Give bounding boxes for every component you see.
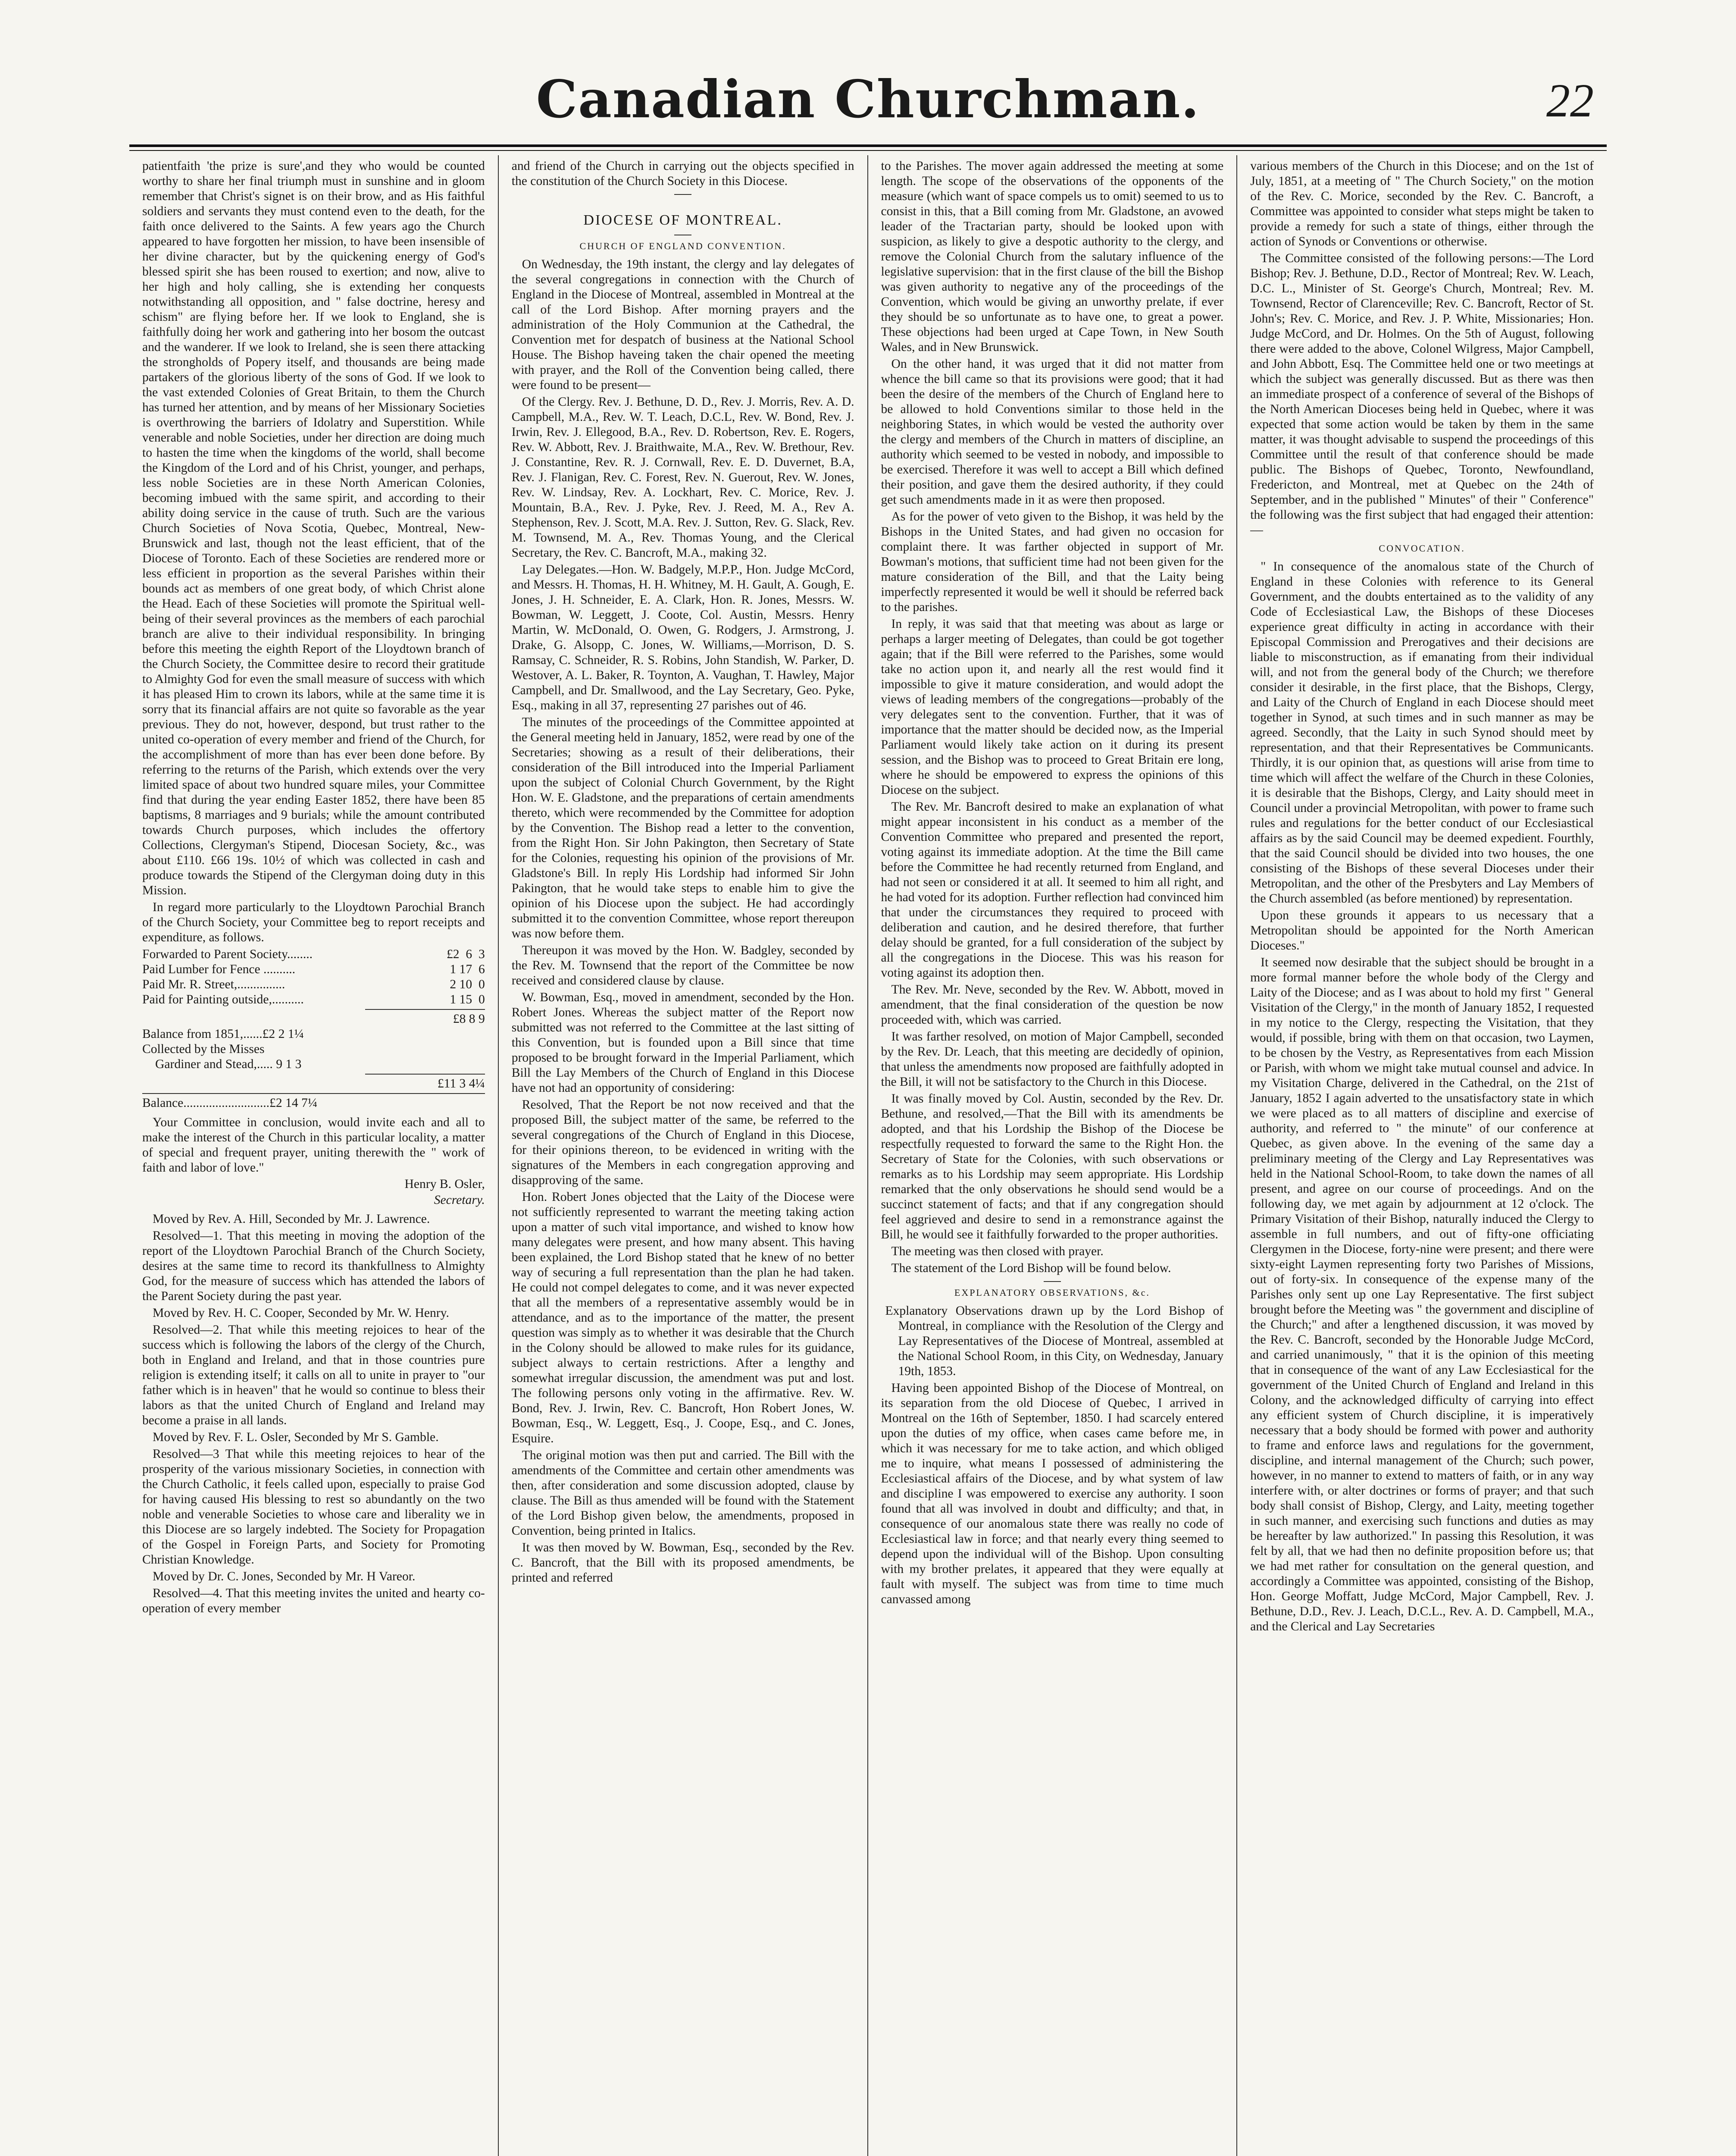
col3-para: to the Parishes. The mover again addressed the meeting at some length. The scope of the observations of the opponents of the measure (which want of space compels us to omit) seemed to us to consist in this, that a Bill coming from Mr. Gladstone, an avowed leader of the Tractarian party, should be looked upon with suspicion, as likely to give a despotic authority to the clergy, and remove the Colonial Church from the salutary influence of the legislative supervision: that in the first clause of the bill the Bishop was given authority to negative any of the proceedings of the Convention, which would be giving an unworthy prelate, if ever they should be so unfortunate as to have one, to great a power. These objections had been urged at Cape Town, in New South Wales, and in New Brunswick.: [881, 159, 1224, 354]
col1-motion: Moved by Dr. C. Jones, Seconded by Mr. H Vareor.: [153, 1570, 416, 1583]
col1-motion: Resolved—2. That while this meeting rejoices to hear of the success which is following the labors of the clergy of the Church, both in England and Ireland, and that in those countries pure religion is extending itself; it calls on all to unite in prayer to "our father which is in heaven" that he would so continue to bless their labors as that the united Church of England and Ireland may become a praise in all lands.: [142, 1323, 485, 1427]
col3-para: On the other hand, it was urged that it did not matter from whence the bill came so that its provisions were good; that it had been the desire of the members of the Church of England here to be allowed to hold Conventions similar to those held in the neighboring States, in which would be vested the authority over the clergy and members of the Church in matters of discipline, an authority which seemed to be vested in nobody, and impossible to be exercised. Therefore it was well to accept a Bill which defined their position, and gave them the desired authority, if they could get such amendments made in it as were then proposed.: [881, 357, 1224, 507]
account-label: Paid Lumber for Fence ..........: [142, 962, 296, 976]
col1-conclusion: Your Committee in conclusion, would invite each and all to make the interest of the Church in this particular locality, a matter of special and frequent prayer, uniting therewith the " work of faith and labor of love.": [142, 1116, 485, 1175]
collected-names: Gardiner and Stead,..... 9 1 3: [155, 1057, 302, 1071]
newspaper-title: Canadian Churchman.: [536, 69, 1200, 130]
balance-from: Balance from 1851,......£2 2 1¼: [142, 1027, 304, 1041]
col2-para: Hon. Robert Jones objected that the Laity of the Diocese were not sufficiently represented to warrant the meeting taking action upon a matter of such vital importance, and wished to know how many delegates were present, and how many absent. This having been explained, the Lord Bishop stated that he knew of no better way of securing a full representation than the plan he had taken. He could not compel delegates to come, and it was never expected that all the members of a representative assembly would be in attendance, and as to the importance of the matter, the present question was simply as to whether it was desirable that the Church in the Colony should be allowed to make rules for its guidance, subject always to certain restrictions. After a lengthy and somewhat irregular discussion, the amendment was put and lost. The following persons only voting in the affirmative. Rev. W. Bond, Rev. J. Irwin, Rev. C. Bancroft, Hon Robert Jones, W. Bowman, Esq., W. Leggett, Esq., J. Coope, Esq., and C. Jones, Esquire.: [511, 1190, 854, 1445]
section-subheading: CONVOCATION.: [1379, 543, 1465, 554]
signer-name: Henry B. Osler,: [404, 1177, 485, 1191]
account-label: Paid for Painting outside,..........: [142, 993, 304, 1006]
masthead-rule-thick: [129, 144, 1607, 147]
account-amount: £2 6 3: [446, 947, 485, 961]
col1-para-2: In regard more particularly to the Lloydtown Parochial Branch of the Church Society, your Committee beg to report receipts and expenditure, as follows.: [142, 900, 485, 944]
account-table: [142, 947, 485, 1111]
col4-para: The Committee consisted of the following persons:—The Lord Bishop; Rev. J. Bethune, D.D., Rector of Montreal; Rev. W. Leach, D.C. L., Minister of St. George's Church, Montreal; Rev. M. Townsend, Rector of Clarenceville; Rev. C. Bancroft, Rector of St. John's; Rev. C. Morice, and Rev. J. P. White, Missionaries; Hon. Judge McCord, and Dr. Holmes. On the 5th of August, following there were added to the above, Colonel Wilgress, Major Campbell, and John Abbott, Esq. The Committee held one or two meetings at which the subject was generally discussed. But as there was then an immediate prospect of a conference of several of the Bishops of the North American Dioceses being held in Quebec, where it was expected that some action would be taken by them in the same matter, it was thought advisable to suspend the proceedings of this Committee until the result of that conference should be made public. The Bishops of Quebec, Toronto, Newfoundland, Fredericton, and Montreal, met at Quebec on the 24th of September, and in the published " Minutes" of their " Conference" the following was the first subject that had engaged their attention:—: [1250, 251, 1594, 537]
col2-para: W. Bowman, Esq., moved in amendment, seconded by the Hon. Robert Jones. Whereas the subject matter of the Report now submitted was not referred to the Committee at the last sitting of this Convention, but is founded upon a Bill since that time proposed to be brought forward in the Imperial Parliament, which Bill the Lay Members of the Church of England in this Diocese have not had an opportunity of considering:: [511, 990, 854, 1095]
collected-by: Collected by the Misses: [142, 1042, 265, 1056]
collected-total: £11 3 4¼: [437, 1077, 485, 1091]
col1-motion: Moved by Rev. F. L. Osler, Seconded by Mr S. Gamble.: [153, 1430, 439, 1444]
account-row: [142, 992, 485, 1007]
col3-para: The meeting was then closed with prayer.: [891, 1244, 1104, 1258]
masthead-rule-thin: [129, 150, 1607, 151]
section-subheading: CHURCH OF ENGLAND CONVENTION.: [579, 241, 786, 251]
col3-para: Having been appointed Bishop of the Diocese of Montreal, on its separation from the old Diocese of Quebec, I arrived in Montreal on the 16th of September, 1850. I had scarcely entered upon the duties of my office, when cases came before me, in which it was necessary for me to take action, and which obliged me to inquire, what means I possessed of administering the Ecclesiastical affairs of the Diocese, and by what system of law and discipline I was empowered to exercise any authority. I soon found that all was involved in doubt and difficulty; and that, in consequence of our anomalous state there was really no code of Ecclesiastical law in force; and that nearly every thing seemed to depend upon the individual will of the Bishop. Upon consulting with my brother prelates, it appeared that they were equally at fault with myself. The subject was from time to time much canvassed among: [881, 1381, 1224, 1606]
account-row: [142, 977, 485, 992]
col2-para: Lay Delegates.—Hon. W. Badgely, M.P.P., Hon. Judge McCord, and Messrs. H. Thomas, H. H. Whitney, M. H. Gault, A. Gough, E. Jones, J. H. Schneider, E. A. Clark, Hon. R. Jones, Messrs. W. Bowman, W. Leggett, J. Coote, Col. Austin, Messrs. Henry Martin, W. McDonald, O. Owen, G. Rodgers, J. Armstrong, J. Drake, G. Alsopp, C. Jones, W. Williams,—Morrison, D. S. Ramsay, C. Schneider, R. S. Robins, John Standish, W. Parker, D. Westover, A. L. Baker, R. Toynton, A. Vaughan, T. Hawley, Major Campbell, and Dr. Smallwood, and the Lay Secretary, Geo. Pyke, Esq., making in all 37, representing 27 parishes out of 46.: [511, 563, 854, 712]
columns: [129, 155, 1607, 2156]
account-amount: 2 10 0: [450, 978, 485, 991]
section-divider: [674, 194, 691, 195]
column-3: [868, 155, 1238, 2156]
col1-motion: Resolved—1. That this meeting in moving the adoption of the report of the Lloydtown Parochial Branch of the Church Society, desires at the same time to record its thankfullness to Almighty God, for the measure of success which has attended the labors of the Parent Society during the past year.: [142, 1229, 485, 1303]
col2-para: On Wednesday, the 19th instant, the clergy and lay delegates of the several congregations in connection with the Church of England in the Diocese of Montreal, assembled in Montreal at the call of the Lord Bishop. After morning prayers and the administration of the Holy Communion at the Cathedral, the Convention met for despatch of business at the National School House. The Bishop haveing taken the chair opened the meeting with prayer, and the Roll of the Convention being called, there were found to be present—: [511, 257, 854, 392]
section-divider: [1044, 1281, 1061, 1282]
section-subheading: EXPLANATORY OBSERVATIONS, &c.: [954, 1287, 1150, 1298]
column-4: [1237, 155, 1607, 2156]
col1-motion: Resolved—3 That while this meeting rejoices to hear of the prosperity of the various missionary Societies, in connection with the Church Catholic, it feels called upon, especially to praise God for having caused His blessing to rest so abundantly on the two noble and venerable Societies to whose care and liberality we in this Diocese are so largely indebted. The Society for Propagation of the Gospel in Foreign Parts, and Society for Promoting Christian Knowledge.: [142, 1447, 485, 1567]
col2-para: The minutes of the proceedings of the Committee appointed at the General meeting held in January, 1852, were read by one of the Secretaries; showing as a result of their deliberations, their consideration of the Bill introduced into the Imperial Parliament upon the subject of Colonial Church Government, by the Right Hon. W. E. Gladstone, and the preparations of certain amendments thereto, which were recommended by the Committee for adoption by the Convention. The Bishop read a letter to the convention, from the Right Hon. Sir John Pakington, then Secretary of State for the Colonies, requesting his opinion of the provisions of Mr. Gladstone's Bill. In reply His Lordship had informed Sir John Pakington, that he would take steps to enable him to give the opinion of his Diocese upon the subject. He had accordingly submitted it to the convention Committee, whose report thereupon was now before them.: [511, 715, 854, 940]
col1-motion: Moved by Rev. A. Hill, Seconded by Mr. J. Lawrence.: [153, 1212, 430, 1226]
account-row: [142, 947, 485, 962]
account-amount: 1 15 0: [450, 993, 485, 1006]
col4-para: " In consequence of the anomalous state of the Church of England in these Colonies with reference to its General Government, and the doubts entertained as to the validity of any Code of Ecclesiastical Law, the Bishops of these Dioceses experience great difficulty in acting in accordance with their Episcopal Commission and Prerogatives and their decisions are liable to misconstruction, as if emanating from their individual will, and not from the general body of the Church; we therefore consider it desirable, in the first place, that the Bishops, Clergy, and Laity of the Church of England in each Diocese should meet together in Synod, at such times and in such manner as may be agreed. Secondly, that the Laity in such Synod should meet by representation, and that their Representatives be Communicants. Thirdly, it is our opinion that, as questions will arise from time to time which will affect the welfare of the Church in these Colonies, it is desirable that the Bishops, Clergy, and Laity should meet in Council under a provincial Metropolitan, with power to frame such rules and regulations for the better conduct of our Ecclesiastical affairs as by the said Council may be deemed expedient. Fourthly, that the said Council should be divided into two houses, the one consisting of the Bishops of these several Dioceses under their Metropolitan, and the other of the Presbyters and Lay Members of the Church assembled (as before mentioned) by representation.: [1250, 560, 1594, 906]
page-number: 22: [1546, 74, 1594, 127]
signer-title: Secretary.: [434, 1193, 485, 1207]
col3-para: The Rev. Mr. Bancroft desired to make an explanation of what might appear inconsistent in his conduct as a member of the Convention Committee who prepared and presented the report, voting against its immediate adoption. At the time the Bill came before the Committee he had recently returned from England, and had not seen or considered it at all. It seemed to him all right, and he had voted for its adoption. Further reflection had convinced him that under the circumstances they required to proceed with deliberation and caution, and he desired therefore, that further delay should be granted, for a full consideration of the subject by all the congregations in the Diocese. This was his reason for voting against its adoption then.: [881, 800, 1224, 980]
col2-intro: and friend of the Church in carrying out the objects specified in the constitution of the Church Society in this Diocese.: [511, 159, 854, 188]
column-2: [499, 155, 868, 2156]
masthead: [129, 65, 1607, 142]
account-subtotal: £8 8 9: [453, 1012, 485, 1026]
col2-para: The original motion was then put and carried. The Bill with the amendments of the Committee and certain other amendments was then, after consideration and some discussion adopted, clause by clause. The Bill as thus amended will be found with the Statement of the Lord Bishop given below, the amendments, proposed in Convention, being printed in Italics.: [511, 1448, 854, 1538]
col2-para: It was then moved by W. Bowman, Esq., seconded by the Rev. C. Bancroft, that the Bill with its proposed amendments, be printed and referred: [511, 1541, 854, 1585]
col1-motion: Moved by Rev. H. C. Cooper, Seconded by Mr. W. Henry.: [153, 1306, 449, 1320]
sum-rule: [365, 1009, 485, 1010]
col2-para: Resolved, That the Report be not now received and that the proposed Bill, the subject matter of the same, be referred to the several congregations of the Church of England in this Diocese, for their opinions thereon, to be evidenced in writing with the signatures of the Members in each congregation approving and disapproving of the same.: [511, 1098, 854, 1187]
col2-para: Thereupon it was moved by the Hon. W. Badgley, seconded by the Rev. M. Townsend that the report of the Committee be now received and considered clause by clause.: [511, 943, 854, 987]
col3-para: The statement of the Lord Bishop will be found below.: [891, 1261, 1171, 1275]
col3-para: It was finally moved by Col. Austin, seconded by the Rev. Dr. Bethune, and resolved,—That the Bill with its amendments be adopted, and that his Lordship the Bishop of the Diocese be respectfully requested to forward the same to the Right Hon. the Secretary of State for the Colonies, with such observations or remarks as to his Lordship may seem appropriate. His Lordship remarked that the only observations he should send would be a succinct statement of facts; and that if any congregation should feel aggrieved and desire to send in a remonstrance against the Bill, he would see it faithfully forwarded to the proper authorities.: [881, 1092, 1224, 1241]
col4-para: It seemed now desirable that the subject should be brought in a more formal manner before the whole body of the Clergy and Laity of the Diocese; and as I was about to hold my first " General Visitation of the Clergy," in the month of January 1852, I requested in my notice to the Clergy, respecting the Visitation, that they would, if possible, bring with them on that occasion, two Laymen, to be chosen by the Vestry, as Representatives from each Mission or Parish, with whom we might take mutual counsel and advice. In my Visitation Charge, delivered in the Cathedral, on the 21st of January, 1852 I again adverted to the unsatisfactory state in which we were placed as to all matters of discipline and exercise of authority, and referred to " the minute" of our conference at Quebec, as given above. In the evening of the same day a preliminary meeting of the Clergy and Lay Representatives was held in the National School-Room, to take down the names of all present, and agree on our course of proceedings. And on the following day, we met again by adjournment at 12 o'clock. The Primary Visitation of their Bishop, naturally induced the Clergy to assemble in full numbers, and out of fifty-one officiating Clergymen in the Diocese, forty-nine were present; and there were sixty-eight Laymen representing forty two Parishes of Missions, out of forty-six. In consequence of the expense many of the Parishes only sent up one Lay Representative. The first subject brought before the Meeting was " the government and discipline of the Church;" and after a lengthened discussion, it was moved by the Rev. C. Bancroft, seconded by the Honorable Judge McCord, and carried unanimously, " that it is the opinion of this meeting that in consequence of the want of any Law Ecclesiastical for the government of the United Church of England and Ireland in this Colony, and the acknowledged difficulty of carrying into effect any efficient system of Church discipline, it is imperatively necessary that a body should be formed with power and authority to frame and enforce laws and regulations for the government, discipline, and internal management of the Church; such power, however, in no manner to extend to matters of faith, or in any way interfere with, or alter doctrines or forms of prayer; and that such body shall consist of Bishop, Clergy, and Laity, meeting together in such manner, and exercising such functions and duties as may be hereafter by law authorized." In passing this Resolution, it was felt by all, that we had then no definite proposition before us; that we had met rather for consultation on the general question, and accordingly a Committee was appointed, consisting of the Bishop, Hon. George Moffatt, Judge McCord, Major Campbell, Rev. J. Bethune, D.D., Rev. J. Leach, D.C.L., Rev. A. D. Campbell, M.A., and the Clerical and Lay Secretaries: [1250, 956, 1594, 1633]
explanatory-lead: Explanatory Observations drawn up by the Lord Bishop of Montreal, in compliance with the Resolution of the Clergy and Lay Representatives of the Diocese of Montreal, assembled at the National School Room, in this City, on Wednesday, January 19th, 1853.: [885, 1304, 1224, 1378]
col3-para: It was farther resolved, on motion of Major Campbell, seconded by the Rev. Dr. Leach, that this meeting are decidedly of opinion, that unless the amendments now proposed are faithfully adopted in the Bill, it will not be satisfactory to the Church in this Diocese.: [881, 1030, 1224, 1089]
account-balance: Balance...........................£2 14 7¼: [142, 1096, 318, 1110]
col1-motion: Resolved—4. That this meeting invites the united and hearty co-operation of every member: [142, 1586, 485, 1615]
col2-para: Of the Clergy. Rev. J. Bethune, D. D., Rev. J. Morris, Rev. A. D. Campbell, M.A., Rev. W. T. Leach, D.C.L, Rev. W. Bond, Rev. J. Irwin, Rev. J. Ellegood, B.A., Rev. D. Robertson, Rev. E. Rogers, Rev. W. Abbott, Rev. J. Braithwaite, M.A., Rev. W. Brethour, Rev. J. Constantine, Rev. R. J. Cornwall, Rev. E. D. Duvernet, B.A, Rev. J. Flanigan, Rev. C. Forest, Rev. N. Guerout, Rev. W. Jones, Rev. W. Lindsay, Rev. A. Lockhart, Rev. C. Morice, Rev. J. Mountain, B.A., Rev. J. Pyke, Rev. J. Reed, M. A., Rev A. Stephenson, Rev. J. Scott, M.A. Rev. J. Sutton, Rev. G. Slack, Rev. M. Townsend, M. A., Rev. Thomas Young, and the Clerical Secretary, the Rev. C. Bancroft, M.A., making 32.: [511, 395, 854, 560]
col3-para: In reply, it was said that that meeting was about as large or perhaps a larger meeting of Delegates, than could be got together again; that if the Bill were referred to the Parishes, some would take no action upon it, and nearly all the rest would find it impossible to give it mature consideration, and would adopt the views of leading members of the congregations—probably of the very delegates sent to the convention. Further, that it was of importance that the matter should be decided now, as the Imperial Parliament would likely take action on it during its present session, and the Bishop was to proceed to Great Britain ere long, where he should be empowered to express the opinions of this Diocese on the subject.: [881, 617, 1224, 797]
column-1: [129, 155, 499, 2156]
col1-para-1: patientfaith 'the prize is sure',and they who would be counted worthy to share her final triumph must in sunshine and in gloom remember that Christ's signet is on their brow, and as His faithful soldiers and servants they must contend even to the death, for the faith once delivered to the Saints. A few years ago the Church appeared to have forgotten her mission, to have been insensible of her divine character, but by the quickening energy of God's blessed spirit she has been roused to exertion; and now, alive to her high and holy calling, she is extending her conquests notwithstanding all opposition, and " false doctrine, heresy and schism" are flying before her. If we look to England, she is faithfully doing her work and gathering into her bosom the outcast and the wanderer. If we look to Ireland, she is seen there attacking the strongholds of Popery itself, and thousands are being made partakers of the glorious liberty of the sons of God. If we look to the vast extended Colonies of Great Britain, to them the Church has turned her attention, and by means of her Missionary Societies is overthrowing the barriers of Idolatry and Superstition. While venerable and noble Societies, under her direction are doing much to hasten the time when the kingdoms of the world, shall become the Kingdom of the Lord and of his Christ, younger, and perhaps, less noble Societies are in these North American Colonies, becoming imbued with the same spirit, and according to their ability doing service in the cause of truth. Such are the various Church Societies of Nova Scotia, Quebec, Montreal, New-Brunswick and last, though not the least efficient, that of the Diocese of Toronto. Each of these Societies are rendered more or less efficient in proportion as the several Parishes within their bounds act as members of one great body, of which Christ alone the Head. Each of these Societies will promote the Spiritual well-being of their several provinces as the members of each parochial branch are alive to their individual responsibility. In bringing before this meeting the eighth Report of the Lloydtown branch of the Church Society, the Committee desire to record their gratitude to Almighty God for even the small measure of success with which it has pleased Him to crown its labors, while at the same time it is sorry that its financial affairs are not quite so favorable as the year previous. They do not, however, despond, but trust rather to the united co-operation of every member and friend of the Church, for the accomplishment of more than has ever been done before. By referring to the returns of the Parish, which extends over the very limited space of about two hundred square miles, your Committee find that during the year ending Easter 1852, there have been 85 baptisms, 8 marriages and 9 burials; while the amount contributed towards Church purposes, which includes the offertory Collections, Clergyman's Stipend, Diocesan Society, &c., was about £110. £66 19s. 10½ of which was collected in cash and produce towards the Stipend of the Clergyman doing duty in this Mission.: [142, 159, 485, 897]
section-heading: DIOCESE OF MONTREAL.: [583, 212, 782, 228]
account-row: [142, 962, 485, 977]
account-label: Paid Mr. R. Street,...............: [142, 978, 285, 991]
col3-para: As for the power of veto given to the Bishop, it was held by the Bishops in the United States, and had given no occasion for complaint there. It was farther objected in support of Mr. Bowman's motions, that sufficient time had not been given for the mature consideration of the Bill, and that the Laity being imperfectly represented it would be well it should be referred back to the parishes.: [881, 510, 1224, 614]
sum-rule: [142, 1093, 485, 1094]
sum-rule: [365, 1074, 485, 1075]
account-label: Forwarded to Parent Society........: [142, 947, 313, 961]
col4-para: Upon these grounds it appears to us necessary that a Metropolitan should be appointed for the North American Dioceses.": [1250, 909, 1594, 953]
col3-para: The Rev. Mr. Neve, seconded by the Rev. W. Abbott, moved in amendment, that the final consideration of the question be now proceeded with, which was carried.: [881, 983, 1224, 1027]
col4-para: various members of the Church in this Diocese; and on the 1st of July, 1851, at a meeting of " The Church Society," on the motion of the Rev. C. Morice, seconded by the Rev. C. Bancroft, a Committee was appointed to consider what steps might be taken to provide a remedy for such a state of things, either through the action of Synods or Conventions or otherwise.: [1250, 159, 1594, 248]
account-amount: 1 17 6: [450, 962, 485, 976]
